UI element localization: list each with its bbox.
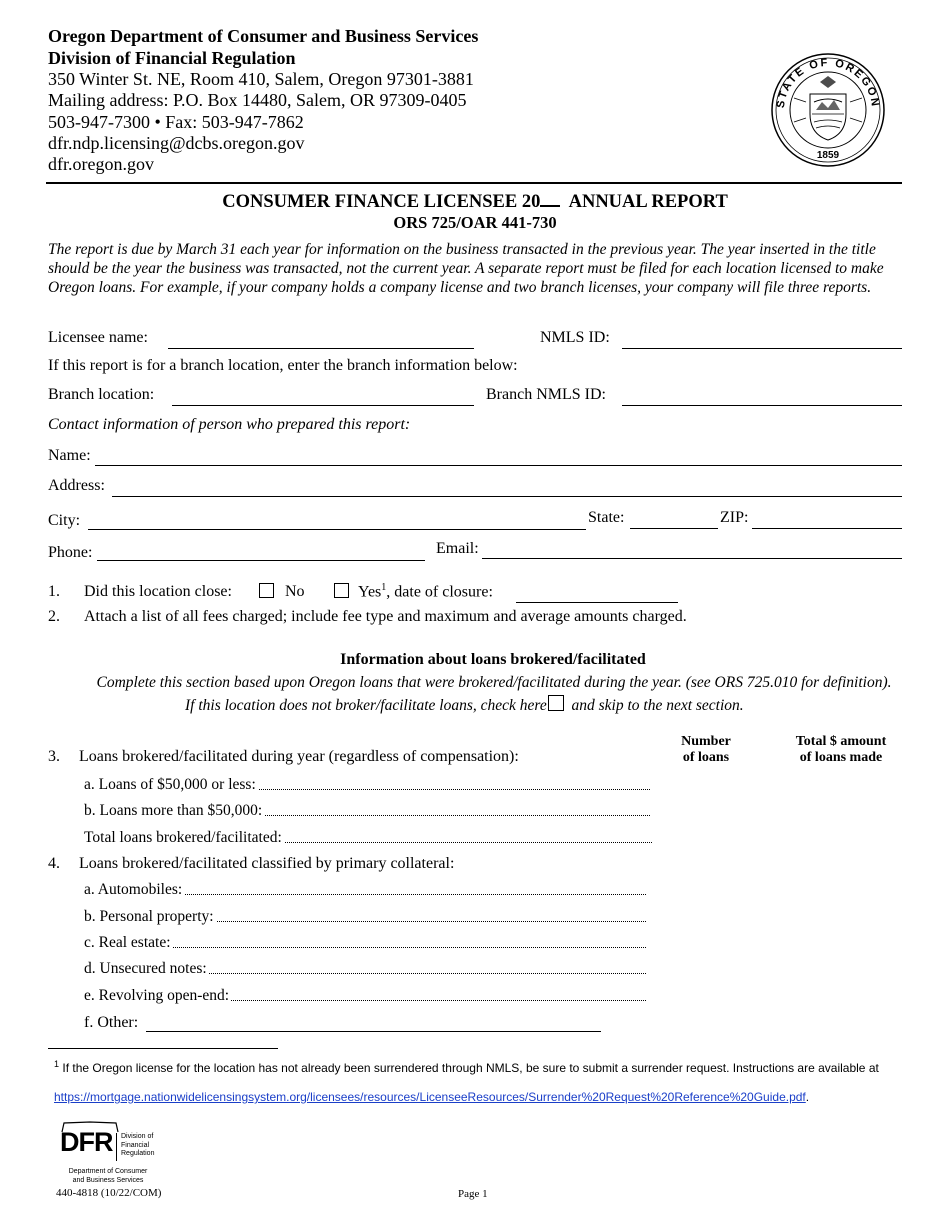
street-address: 350 Winter St. NE, Room 410, Salem, Oregon 97301-3881 (48, 69, 474, 89)
agency-name: Oregon Department of Consumer and Business Services (48, 26, 479, 46)
email-label: Email: (436, 540, 479, 557)
contact-note: Contact information of person who prepared this report: (48, 416, 411, 433)
seal-top-text: STATE OF OREGON (774, 56, 882, 109)
q4-e-label: e. Revolving open-end: (84, 987, 230, 1004)
q3-text: Loans brokered/facilitated during year (regardless of compensation): (79, 748, 519, 765)
q4-d-row (84, 960, 646, 978)
licensee-name-label: Licensee name: (48, 329, 148, 346)
title-suffix: ANNUAL REPORT (568, 192, 728, 212)
division-name: Division of Financial Regulation (48, 48, 296, 68)
q4-d-label: d. Unsecured notes: (84, 960, 207, 977)
q4-a-row (84, 881, 646, 899)
branch-location-input[interactable] (172, 405, 474, 406)
q4-text: Loans brokered/facilitated classified by primary collateral: (79, 855, 455, 872)
col-number-line1: Number (681, 734, 731, 749)
form-number: 440-4818 (10/22/COM) (56, 1187, 162, 1199)
zip-label: ZIP: (720, 509, 749, 526)
footnote-marker: 1 (54, 1059, 60, 1069)
website: dfr.oregon.gov (48, 154, 154, 174)
q4-c-row (84, 934, 646, 952)
page-number: Page 1 (458, 1188, 488, 1200)
q1-yes-checkbox[interactable] (334, 583, 349, 598)
q1-text: Did this location close: (84, 583, 232, 600)
state-label: State: (588, 509, 625, 526)
q4-b-row (84, 908, 646, 926)
q1-no-checkbox[interactable] (259, 583, 274, 598)
col-total-line1: Total $ amount (795, 734, 887, 749)
q2-text: Attach a list of all fees charged; include fee type and maximum and average amounts charged. (84, 608, 687, 625)
logo-dept-text (63, 1168, 153, 1185)
address-input[interactable] (112, 496, 902, 497)
q4-c-label: c. Real estate: (84, 934, 171, 951)
email-input[interactable] (482, 558, 902, 559)
brokered-instruction-2 (185, 695, 744, 715)
report-subtitle: ORS 725/OAR 441-730 (393, 213, 557, 232)
q4-f-other-input[interactable] (146, 1031, 601, 1032)
q4-number: 4. (48, 855, 60, 872)
q1-no-label: No (285, 583, 305, 600)
city-input[interactable] (88, 529, 586, 530)
branch-note: If this report is for a branch location, enter the branch information below: (48, 357, 518, 374)
address-label: Address: (48, 477, 105, 494)
surrender-guide-link[interactable]: https://mortgage.nationwidelicensingsystem.org/licensees/resources/LicenseeResources/Surrender%20Request%20Reference%20Guide.pdf (54, 1090, 806, 1104)
nmls-id-label: NMLS ID: (540, 329, 610, 346)
mailing-address: Mailing address: P.O. Box 14480, Salem, OR 97309-0405 (48, 90, 467, 110)
branch-nmls-id-input[interactable] (622, 405, 902, 406)
q3-b-label: b. Loans more than $50,000: (84, 802, 263, 819)
nmls-id-input[interactable] (622, 348, 902, 349)
q1-yes-footnote-marker: 1 (381, 582, 387, 593)
phone-label: Phone: (48, 544, 93, 561)
report-title (0, 192, 950, 213)
footnote-rule (48, 1048, 278, 1049)
footnote-link-end: . (805, 1090, 810, 1104)
header-rule (46, 182, 902, 184)
q1-yes-label (358, 582, 493, 601)
q4-a-label: a. Automobiles: (84, 881, 183, 898)
intro-text: The report is due by March 31 each year for information on the business transacted in the previous year. The year inserted in the title should be the year the business was transacted, not the current year. A separate report must be filed for each location licensed to make Oregon loans. For example, if your company holds a company license and two branch licenses, your company will file three reports. (48, 241, 884, 296)
col-total-amount (768, 734, 914, 766)
seal-shield-icon (794, 76, 862, 140)
brokered-instruction-1: Complete this section based upon Oregon loans that were brokered/facilitated during the year. (see ORS 725.010 for definition). (96, 674, 892, 691)
q3-number: 3. (48, 748, 60, 765)
closure-date-input[interactable] (516, 602, 678, 603)
logo-dept-line1: Department of Consumer (68, 1168, 148, 1175)
q1-number: 1. (48, 583, 60, 600)
q3-total-label: Total loans brokered/facilitated: (84, 829, 282, 846)
q4-f-label: f. Other: (84, 1014, 139, 1031)
col-total-line2: of loans made (799, 750, 883, 765)
logo-side-line1: Division of (121, 1133, 154, 1140)
q1-yes-text: Yes (358, 583, 382, 601)
q3-a-label: a. Loans of $50,000 or less: (84, 776, 256, 793)
name-input[interactable] (95, 465, 902, 466)
col-number-of-loans (662, 734, 750, 766)
branch-nmls-id-label: Branch NMLS ID: (486, 386, 606, 403)
footnote-link-line (54, 1090, 809, 1104)
no-broker-checkbox[interactable] (548, 695, 564, 711)
brokered-instruction-2a: If this location does not broker/facilitate loans, check here (185, 697, 547, 714)
q4-e-row (84, 987, 646, 1005)
logo-side-line2: Financial (121, 1141, 150, 1149)
logo-side-text (121, 1133, 154, 1159)
footnote-text: If the Oregon license for the location has not already been surrendered through NMLS, be sure to submit a surrender request. Instructions are available at (62, 1061, 879, 1075)
q1-date-label: , date of closure: (386, 583, 493, 601)
licensee-name-input[interactable] (168, 348, 474, 349)
city-label: City: (48, 512, 81, 529)
logo-divider (116, 1133, 117, 1161)
brokered-instruction-2b: and skip to the next section. (571, 697, 744, 714)
col-number-line2: of loans (682, 750, 730, 765)
q3-total-row (84, 829, 652, 847)
q3-b-row (84, 802, 650, 820)
state-input[interactable] (630, 528, 718, 529)
oregon-state-seal (770, 52, 886, 168)
phone-fax: 503-947-7300 • Fax: 503-947-7862 (48, 112, 304, 132)
q4-b-label: b. Personal property: (84, 908, 214, 925)
phone-input[interactable] (97, 560, 425, 561)
footnote (54, 1057, 894, 1076)
seal-year: 1859 (816, 150, 840, 161)
branch-location-label: Branch location: (48, 386, 155, 403)
logo-dept-line2: and Business Services (72, 1176, 144, 1184)
name-label: Name: (48, 447, 91, 464)
logo-side-line3: Regulation (121, 1150, 155, 1157)
contact-email: dfr.ndp.licensing@dcbs.oregon.gov (48, 133, 305, 153)
dfr-letters: DFR (60, 1127, 113, 1157)
brokered-heading: Information about loans brokered/facilitated (340, 651, 646, 668)
zip-input[interactable] (752, 528, 902, 529)
q3-a-row (84, 776, 650, 794)
year-blank[interactable] (540, 193, 560, 207)
title-prefix: CONSUMER FINANCE LICENSEE 20 (222, 192, 541, 212)
q2-number: 2. (48, 608, 60, 625)
